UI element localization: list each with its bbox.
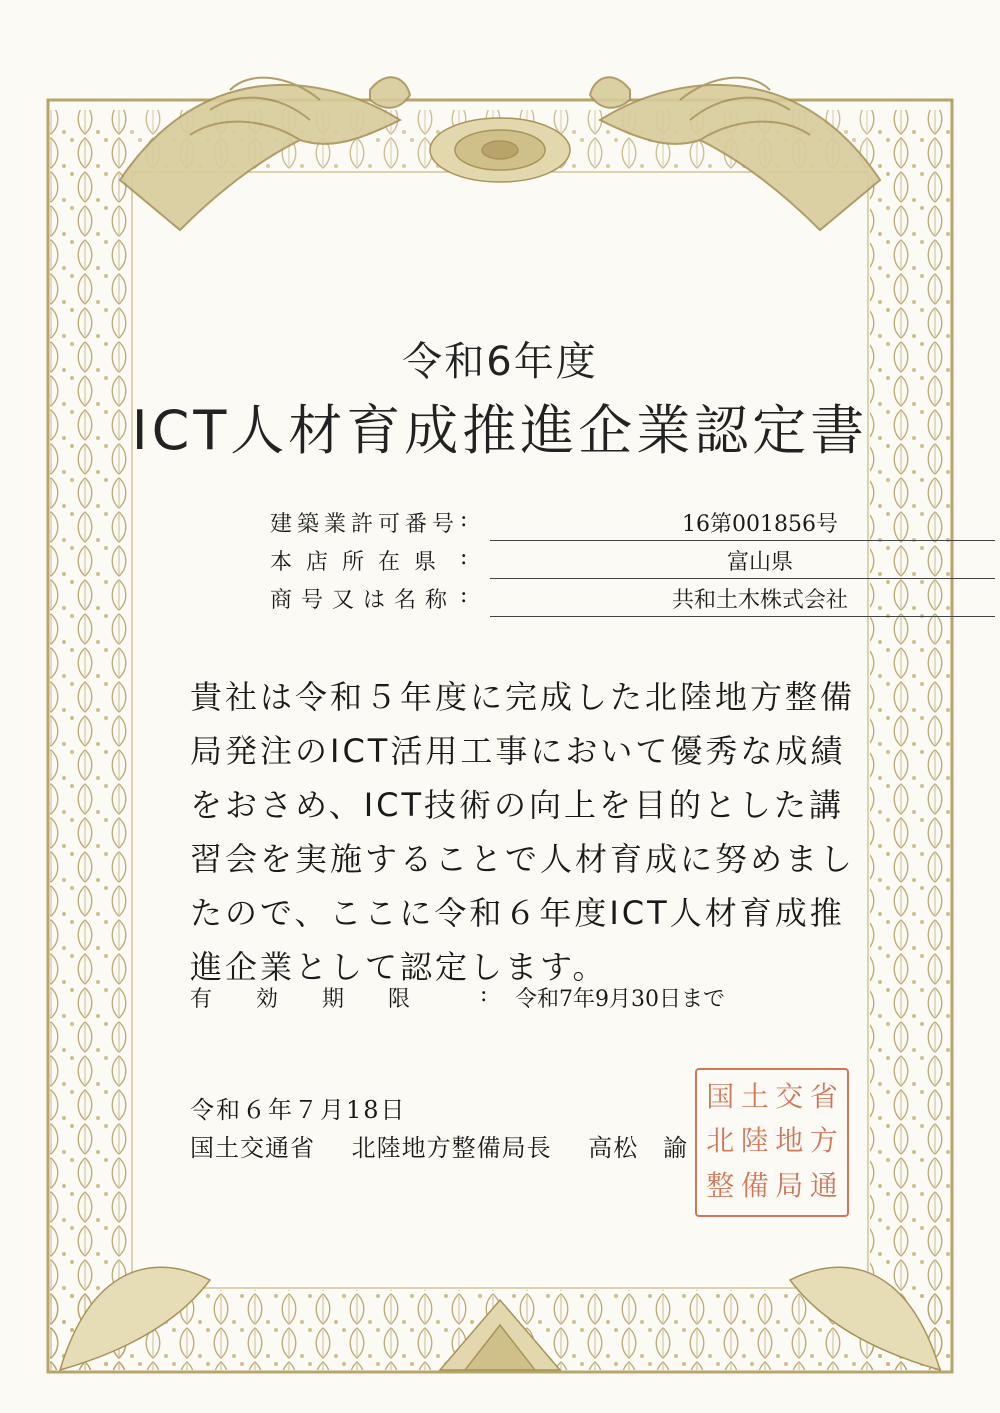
seal-char: 局 bbox=[775, 1168, 804, 1202]
company-name-colon: : bbox=[460, 583, 468, 608]
prefecture-value: 富山県 bbox=[726, 550, 793, 575]
seal-char: 方 bbox=[809, 1124, 838, 1158]
issuer-ministry: 国土交通省 bbox=[190, 1134, 315, 1162]
prefecture-colon: : bbox=[460, 545, 468, 570]
seal-char: 交 bbox=[775, 1080, 804, 1113]
validity-row bbox=[190, 982, 830, 1016]
underline bbox=[490, 616, 995, 617]
prefecture-label: 本店所在県 bbox=[270, 550, 451, 575]
issuer-name: 高松 諭 bbox=[588, 1134, 689, 1162]
license-number-label: 建築業許可番号 bbox=[270, 512, 460, 537]
seal-characters bbox=[703, 1076, 841, 1209]
body-line: 習会を実施することで人材育成に努めまし bbox=[190, 840, 856, 878]
validity-colon: : bbox=[480, 982, 488, 1007]
license-number-colon: : bbox=[460, 507, 468, 532]
company-name-value: 共和土木株式会社 bbox=[671, 588, 848, 613]
seal-char: 備 bbox=[740, 1168, 769, 1202]
seal-char: 整 bbox=[706, 1168, 735, 1202]
seal-char: 地 bbox=[775, 1124, 804, 1158]
official-seal bbox=[695, 1068, 849, 1217]
seal-char: 省 bbox=[809, 1080, 838, 1113]
era-title: 令和6年度 bbox=[402, 339, 598, 385]
certificate-body bbox=[190, 670, 856, 994]
validity-value: 令和7年9月30日まで bbox=[515, 987, 725, 1012]
body-line: たので、ここに令和６年度ICT人材育成推 bbox=[190, 894, 845, 932]
body-line: 貴社は令和５年度に完成した北陸地方整備 bbox=[190, 678, 856, 716]
underline bbox=[490, 540, 995, 541]
seal-char: 北 bbox=[706, 1124, 735, 1158]
issue-date: 令和６年７月18日 bbox=[190, 1096, 407, 1124]
body-line: 局発注のICT活用工事において優秀な成績 bbox=[190, 732, 846, 770]
underline bbox=[490, 578, 995, 579]
validity-label: 有効期限 bbox=[190, 987, 455, 1012]
body-line: をおさめ、ICT技術の向上を目的とした講 bbox=[190, 786, 845, 824]
seal-char: 陸 bbox=[740, 1124, 769, 1158]
body-line: 進企業として認定します。 bbox=[190, 948, 608, 986]
certificate-title: ICT人材育成推進企業認定書 bbox=[131, 399, 869, 462]
seal-char: 通 bbox=[809, 1168, 838, 1202]
company-name-label: 商号又は名称 bbox=[270, 588, 457, 613]
seal-char: 国 bbox=[706, 1080, 735, 1113]
issuer-line bbox=[190, 1128, 716, 1163]
license-number-value: 16第001856号 bbox=[682, 512, 838, 537]
seal-char: 土 bbox=[740, 1080, 769, 1113]
issuer-bureau: 北陸地方整備局長 bbox=[351, 1134, 552, 1162]
